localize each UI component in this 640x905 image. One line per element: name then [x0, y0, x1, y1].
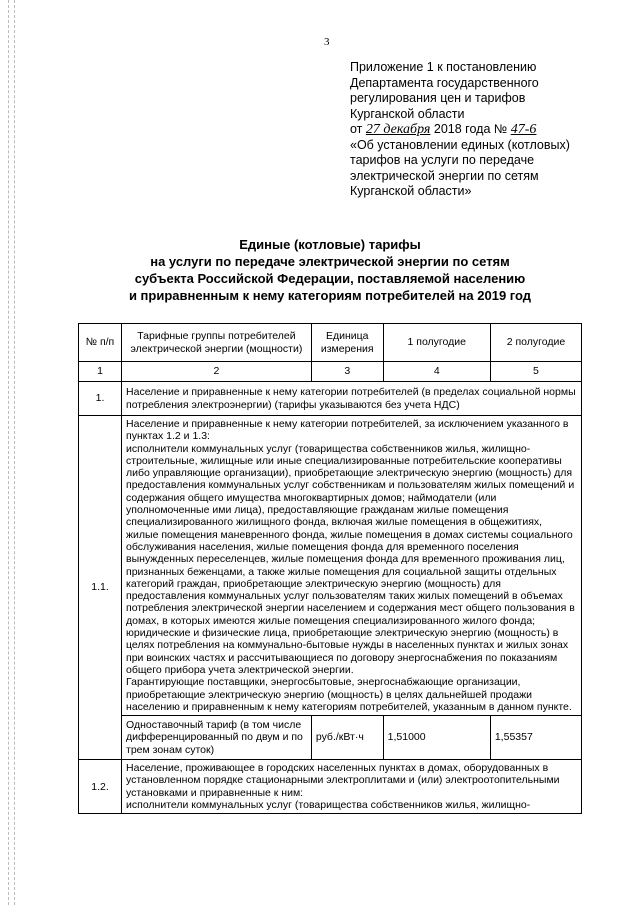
tariff-value-h1: 1,51000: [383, 716, 490, 760]
table-row: [79, 382, 582, 416]
handwritten-number: 47-6: [510, 122, 537, 137]
scan-edge-line: [8, 0, 9, 905]
header-cell: № п/п: [79, 324, 122, 362]
row-number: 1.: [79, 382, 122, 416]
column-number: 4: [383, 362, 490, 382]
tariff-table: [78, 323, 582, 814]
row-text: Население и приравненные к нему категории потребителей (в пределах социальной нормы потребления электроэнергии) (тарифы указываются без учета НДС): [122, 382, 582, 416]
header-cell: Единица измерения: [311, 324, 383, 362]
column-number: 3: [311, 362, 383, 382]
table-header-row: [79, 324, 582, 362]
column-number: 1: [79, 362, 122, 382]
tariff-row: [79, 716, 582, 760]
table-row: [79, 760, 582, 814]
header-cell: Тарифные группы потребителей электрической энергии (мощности): [122, 324, 312, 362]
title-line: субъекта Российской Федерации, поставляемой населению: [134, 271, 526, 286]
tariff-label: Одноставочный тариф (в том числе дифференцированный по двум и по трем зонам суток): [122, 716, 312, 760]
column-number: 5: [490, 362, 581, 382]
title-line: на услуги по передаче электрической энергии по сетям: [150, 254, 510, 269]
tariff-unit: руб./кВт·ч: [311, 716, 383, 760]
annex-line: Курганской области»: [350, 184, 472, 198]
title-line: Единые (котловые) тарифы: [239, 237, 421, 252]
annex-line: регулирования цен и тарифов: [350, 91, 526, 105]
row-number: 1.1.: [79, 416, 122, 760]
tariff-value-h2: 1,55357: [490, 716, 581, 760]
annex-line: тарифов на услуги по передаче: [350, 153, 535, 167]
annex-line: электрической энергии по сетям: [350, 168, 539, 183]
header-cell: 2 полугодие: [490, 324, 581, 362]
scan-edge-line: [14, 0, 15, 905]
annex-block: [350, 60, 620, 200]
date-prefix: от: [350, 122, 363, 136]
column-number: 2: [122, 362, 312, 382]
row-text: Население и приравненные к нему категории потребителей, за исключением указанного в пунктах 1.2 и 1.3: исполнители коммунальных услуг (товарищества собственников жилья, жилищно-строительные, жилищные или иные специализированные потребительские кооперативы либо управляющие организации), приобретающие электрическую энергию (мощность) для предоставления коммунальных услуг собственникам и пользователям жилых помещений и содержания общего имущества многоквартирных домов; наймодатели (или уполномоченные ими лица), предоставляющие гражданам жилые помещения специализированного жилищного фонда, включая жилые помещения в общежитиях, жилые помещения маневренного фонда, жилые помещения в домах системы социального обслуживания населения, жилые помещения фонда для временного поселения вынужденных переселенцев, жилые помещения фонда для временного проживания лиц, признанных беженцами, а также жилые помещения для социальной защиты отдельных категорий граждан, приобретающие электрическую энергию (мощность) для предоставления коммунальных услуг пользователям таких жилых помещений в объемах потребления электрической энергии населением и содержания мест общего пользования в домах, в которых имеются жилые помещения специализированного жилого фонда; юридические и физические лица, приобретающие электрическую энергию (мощность) в целях потребления на коммунально-бытовые нужды в населенных пунктах и жилых зонах при воинских частях и рассчитывающиеся по договору энергоснабжения по показаниям общего прибора учета электрической энергии. Гарантирующие поставщики, энергосбытовые, энергоснабжающие организации, приобретающие электрическую энергию (мощность) в целях дальнейшей продажи населению и приравненным к нему категориям потребителей, указанным в данном пункте.: [122, 416, 582, 716]
title-line: и приравненным к нему категориям потребителей на 2019 год: [128, 288, 532, 303]
row-text: Население, проживающее в городских населенных пунктах в домах, оборудованных в установленном порядке стационарными электроплитами и (или) электроотопительными установками и приравненные к ним: исполнители коммунальных услуг (товарищества собственников жилья, жилищно-: [122, 760, 582, 814]
annex-line: Приложение 1 к постановлению: [350, 60, 537, 74]
annex-line: Курганской области: [350, 106, 465, 121]
header-cell: 1 полугодие: [383, 324, 490, 362]
annex-date-line: [350, 122, 620, 138]
row-number: 1.2.: [79, 760, 122, 814]
annex-line: Департамента государственного: [350, 75, 539, 90]
table-row: [79, 416, 582, 716]
annex-line: «Об установлении единых (котловых): [350, 137, 570, 152]
page-number: 3: [324, 36, 330, 48]
column-number-row: [79, 362, 582, 382]
handwritten-date: 27 декабря: [365, 122, 431, 137]
date-mid: 2018 года №: [433, 122, 508, 136]
document-title: [90, 236, 570, 304]
